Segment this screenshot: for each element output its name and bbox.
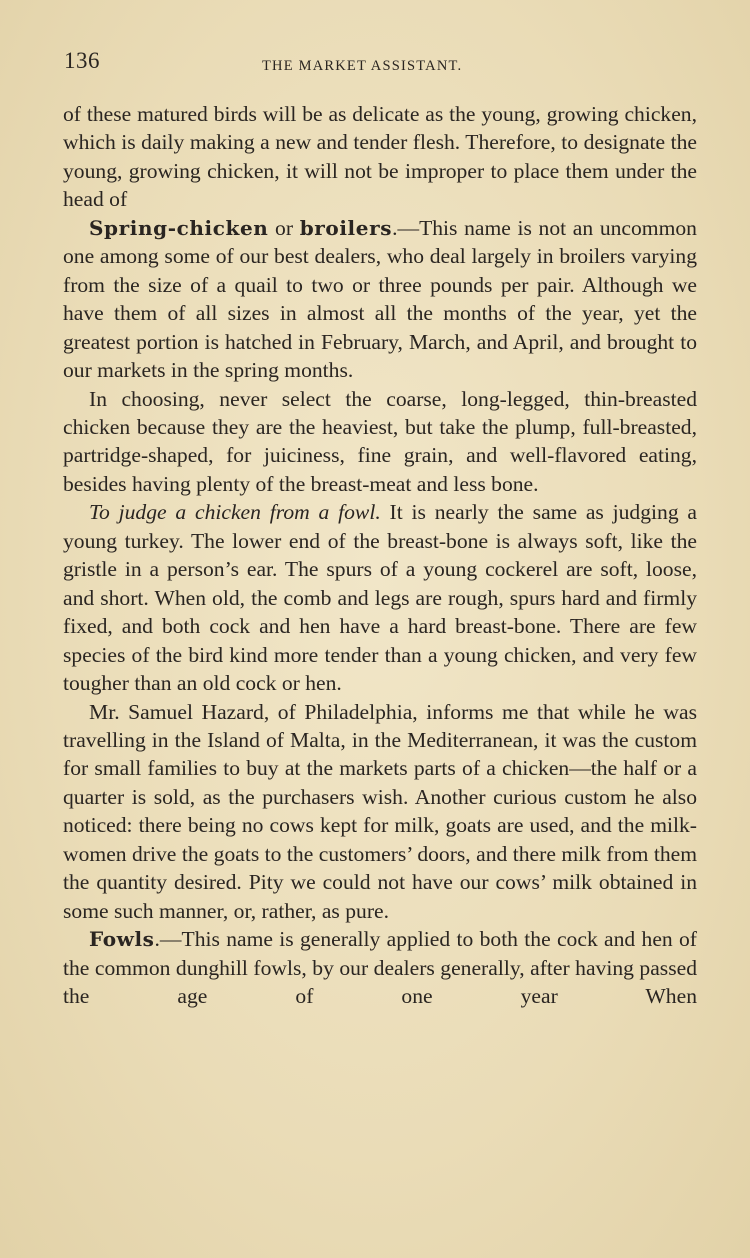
term-joiner: or xyxy=(268,215,300,240)
italic-heading: To judge a chicken from a fowl. xyxy=(89,500,381,525)
paragraph-text: .—This name is not an uncommon one among some of our best dealers, who deal largely in broilers varying from the size of a quail to two or three pounds per pair. Although we have them of all sizes in almost all the months of the year, yet the greatest portion is hatched in February, March, and April, and brought to our markets in the spring months. xyxy=(63,215,697,383)
term-fowls: Fowls xyxy=(89,927,155,952)
running-title: THE MARKET ASSISTANT. xyxy=(262,58,463,74)
paragraph-fowls xyxy=(63,925,697,1010)
page-number: 136 xyxy=(64,48,100,73)
paragraph-continuation xyxy=(63,100,697,214)
page-body xyxy=(63,100,697,1011)
paragraph-text: of these matured birds will be as delicate as the young, growing chicken, which is daily making a new and tender flesh. Therefore, to designate the young, growing chicken, it will not be improper to place them under the head of xyxy=(63,102,697,212)
paragraph-judging xyxy=(63,498,697,697)
paragraph-spring-chicken xyxy=(63,214,697,385)
paragraph-text: In choosing, never select the coarse, long-legged, thin-breasted chicken because they are the heaviest, but take the plump, full-breasted, partridge-shaped, for juiciness, fine grain, and well-flavored eating, besides having plenty of the breast-meat and less bone. xyxy=(63,386,697,496)
term-spring-chicken: Spring-chicken xyxy=(89,215,269,240)
paragraph-malta xyxy=(63,698,697,926)
paragraph-text: It is nearly the same as judging a young turkey. The lower end of the breast-bone is always soft, like the gristle in a person’s ear. The spurs of a young cockerel are soft, loose, and short. When old, the comb and legs are rough, spurs hard and firmly fixed, and both cock and hen have a hard breast-bone. There are few species of the bird kind more tender than a young chicken, and very few tougher than an old cock or hen. xyxy=(63,500,697,696)
paragraph-choosing xyxy=(63,385,697,499)
paragraph-text: Mr. Samuel Hazard, of Philadelphia, informs me that while he was travelling in the Island of Malta, in the Mediterranean, it was the custom for small families to buy at the markets parts of a chicken—the half or a quarter is sold, as the purchasers wish. Another curious custom he also noticed: there being no cows kept for milk, goats are used, and the milk-women drive the goats to the customers’ doors, and there milk from them the quantity desired. Pity we could not have our cows’ milk obtained in some such manner, or, rather, as pure. xyxy=(63,699,697,923)
paragraph-text: .—This name is generally applied to both the cock and hen of the common dunghill fowls, by our dealers generally, after having passed the age of one year When xyxy=(63,927,697,1009)
term-broilers: broilers xyxy=(299,215,393,240)
